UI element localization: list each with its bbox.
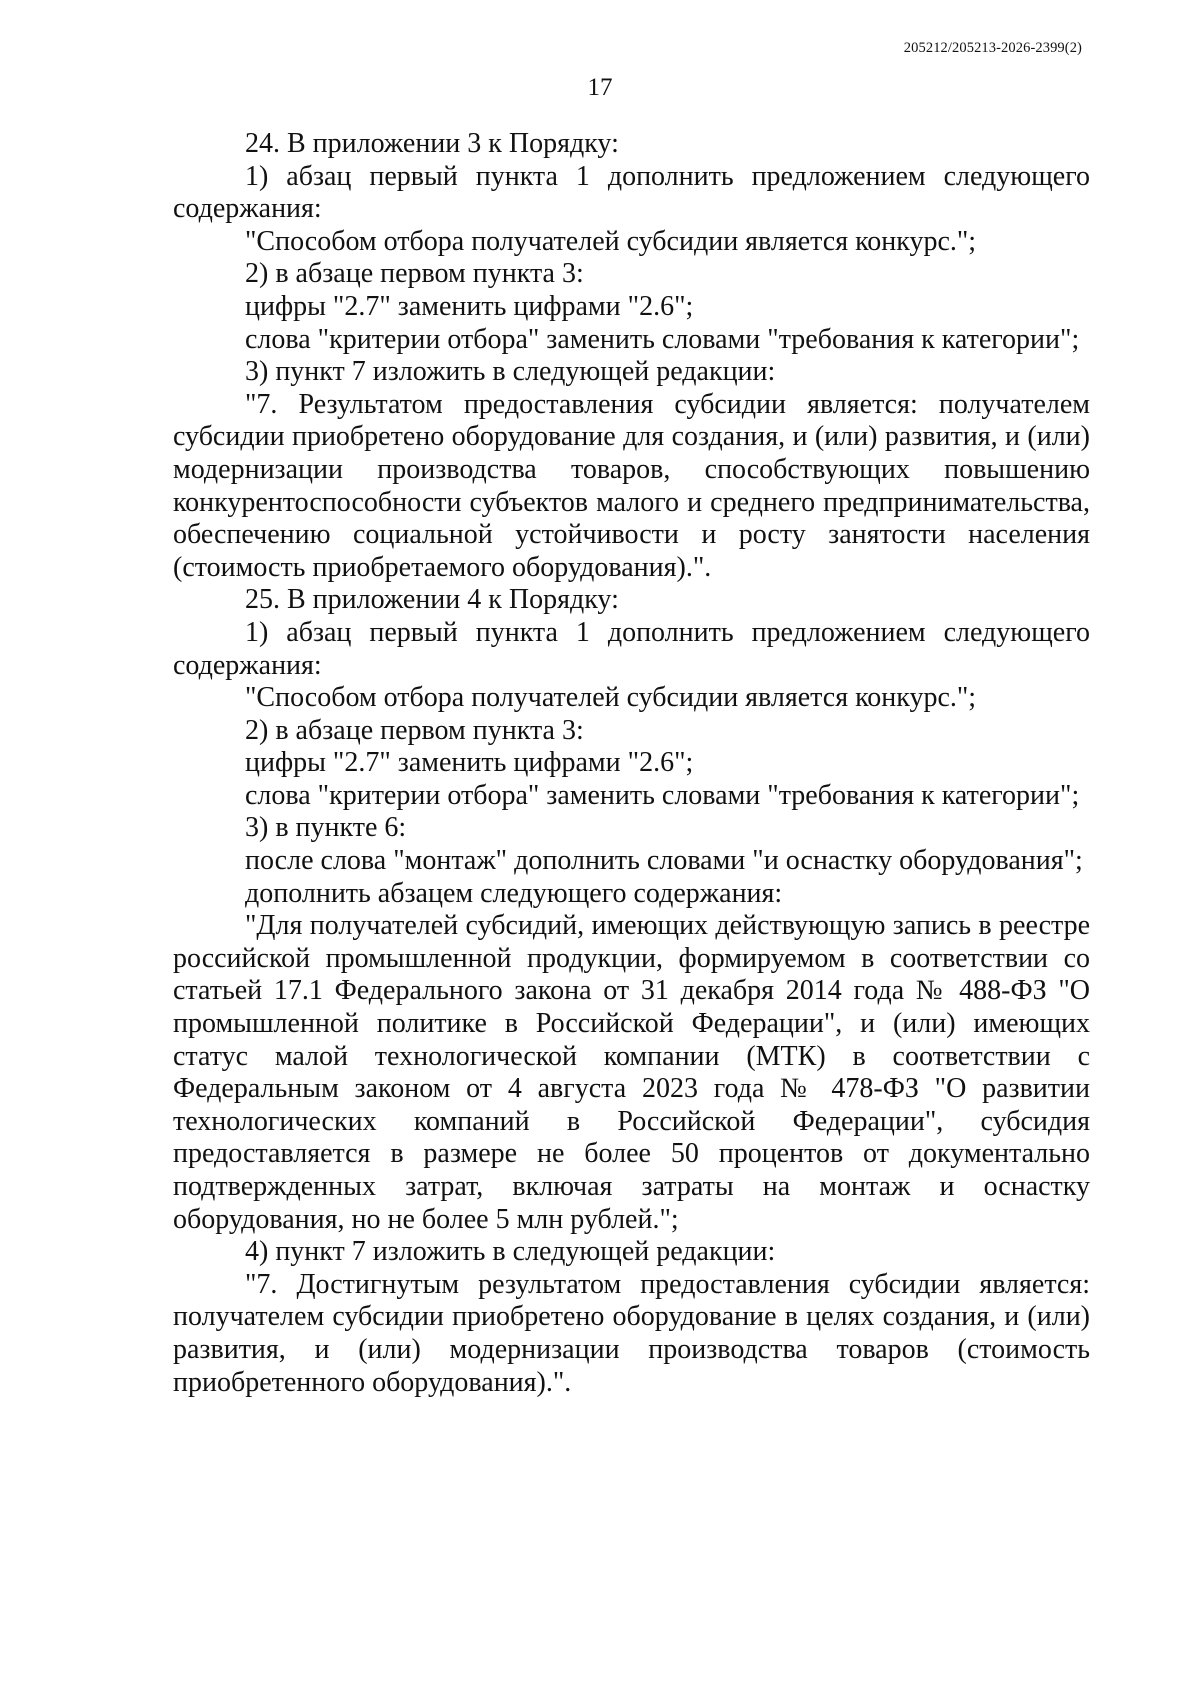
paragraph: слова "критерии отбора" заменить словами "требования к категории";	[245, 779, 1080, 811]
paragraph: дополнить абзацем следующего содержания:	[245, 877, 783, 909]
paragraph: 24. В приложении 3 к Порядку:	[245, 128, 619, 159]
paragraph: 2) в абзаце первом пункта 3:	[245, 714, 584, 746]
page-number: 17	[587, 74, 613, 101]
paragraph: 3) в пункте 6:	[245, 812, 407, 844]
paragraph: "7. Достигнутым результатом предоставления субсидии является: получателем субсидии приобретено оборудование в целях создания, и (или) развития, и (или) модернизации производства товаров (стоимость приобретенного оборудования).".	[173, 1268, 1090, 1398]
document-id: 205212/205213-2026-2399(2)	[903, 40, 1082, 56]
paragraph: слова "критерии отбора" заменить словами "требования к категории";	[245, 323, 1080, 355]
paragraph: "7. Результатом предоставления субсидии является: получателем субсидии приобретено оборудование для создания, и (или) развития, и (или) модернизации производства товаров, способствующих повышению конкурентоспособности субъектов малого и среднего предпринимательства, обеспечению социальной устойчивости и росту занятости населения (стоимость приобретаемого оборудования).".	[173, 388, 1090, 583]
paragraph: 1) абзац первый пункта 1 дополнить предложением следующего содержания:	[173, 160, 1090, 225]
paragraph: 1) абзац первый пункта 1 дополнить предложением следующего содержания:	[173, 616, 1090, 681]
paragraph: 3) пункт 7 изложить в следующей редакции:	[245, 356, 776, 388]
paragraph: 2) в абзаце первом пункта 3:	[245, 258, 584, 290]
paragraph: "Способом отбора получателей субсидии является конкурс.";	[245, 682, 977, 714]
paragraph: 25. В приложении 4 к Порядку:	[245, 584, 619, 616]
paragraph: "Для получателей субсидий, имеющих действующую запись в реестре российской промышленной продукции, формируемом в соответствии со статьей 17.1 Федерального закона от 31 декабря 2014 года № 488-ФЗ "О промышленной политике в Российской Федерации", и (или) имеющих статус малой технологической компании (МТК) в соответствии с Федеральным законом от 4 августа 2023 года № 478-ФЗ "О развитии технологических компаний в Российской Федерации", субсидия предоставляется в размере не более 50 процентов от документально подтвержденных затрат, включая затраты на монтаж и оснастку оборудования, но не более 5 млн рублей.";	[173, 910, 1090, 1235]
paragraph: после слова "монтаж" дополнить словами "и оснастку оборудования";	[245, 845, 1083, 877]
paragraph: 4) пункт 7 изложить в следующей редакции:	[245, 1236, 776, 1268]
paragraph: "Способом отбора получателей субсидии является конкурс.";	[245, 225, 977, 257]
paragraph: цифры "2.7" заменить цифрами "2.6";	[245, 290, 694, 322]
document-body	[173, 128, 1090, 1399]
paragraph: цифры "2.7" заменить цифрами "2.6";	[245, 747, 694, 779]
